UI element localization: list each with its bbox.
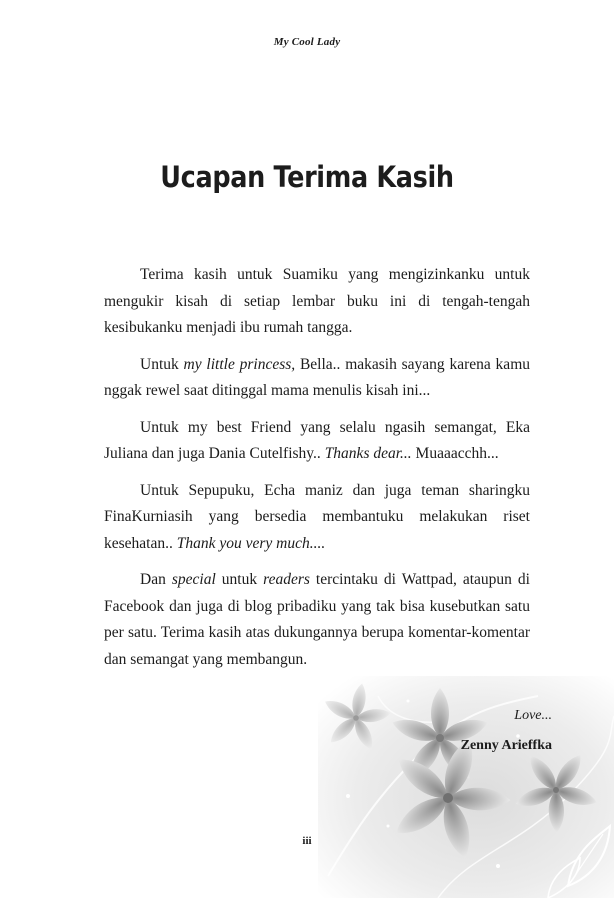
paragraph-4 [104, 478, 530, 558]
paragraph-2-text-a: Untuk [140, 355, 184, 373]
paragraph-3 [104, 415, 530, 468]
paragraph-5-italic-a: special [171, 571, 216, 588]
paragraph-1-text: Terima kasih untuk Suamiku yang mengizinkanku untuk mengukir kisah di setiap lembar buku ini di tengah-tengah kesibukanku menjadi ibu rumah tangga. [104, 266, 530, 336]
page-number: iii [302, 835, 312, 847]
signature-block [461, 708, 552, 754]
paragraph-5-text-c: tercintaku di Wattpad, ataupun di Facebook dan juga di blog pribadiku yang tak bisa kusebutkan satu per satu. Terima kasih atas dukungannya berupa komentar-komentar dan semangat yang membangun. [104, 571, 530, 668]
paragraph-1 [104, 262, 530, 342]
page-title: Ucapan Terima Kasih [160, 160, 454, 194]
paragraph-4-text-a: Untuk Sepupuku, Echa maniz dan juga teman sharingku FinaKurniasih yang bersedia membantuku melakukan riset kesehatan.. [104, 481, 530, 552]
signature-closing: Love... [514, 708, 552, 723]
acknowledgement-body [104, 262, 530, 683]
running-header: My Cool Lady [273, 36, 341, 48]
paragraph-2 [104, 352, 530, 405]
paragraph-5 [104, 567, 530, 673]
paragraph-5-italic-b: readers [263, 571, 310, 588]
paragraph-4-italic: Thank you very much.... [176, 534, 326, 552]
paragraph-3-text-b: Muaaacchh... [411, 445, 499, 462]
paragraph-3-italic: Thanks dear... [324, 445, 412, 462]
paragraph-2-text-b: Bella.. makasih sayang karena kamu nggak rewel saat ditinggal mama menulis kisah ini... [104, 355, 530, 399]
signature-name: Zenny Arieffka [460, 738, 552, 753]
paragraph-2-italic: my little princess, [183, 355, 296, 373]
paragraph-5-text-a: Dan [140, 571, 172, 588]
paragraph-5-text-b: untuk [215, 571, 264, 588]
paragraph-3-text-a: Untuk my best Friend yang selalu ngasih semangat, Eka Juliana dan juga Dania Cutelfishy.. [104, 418, 530, 462]
